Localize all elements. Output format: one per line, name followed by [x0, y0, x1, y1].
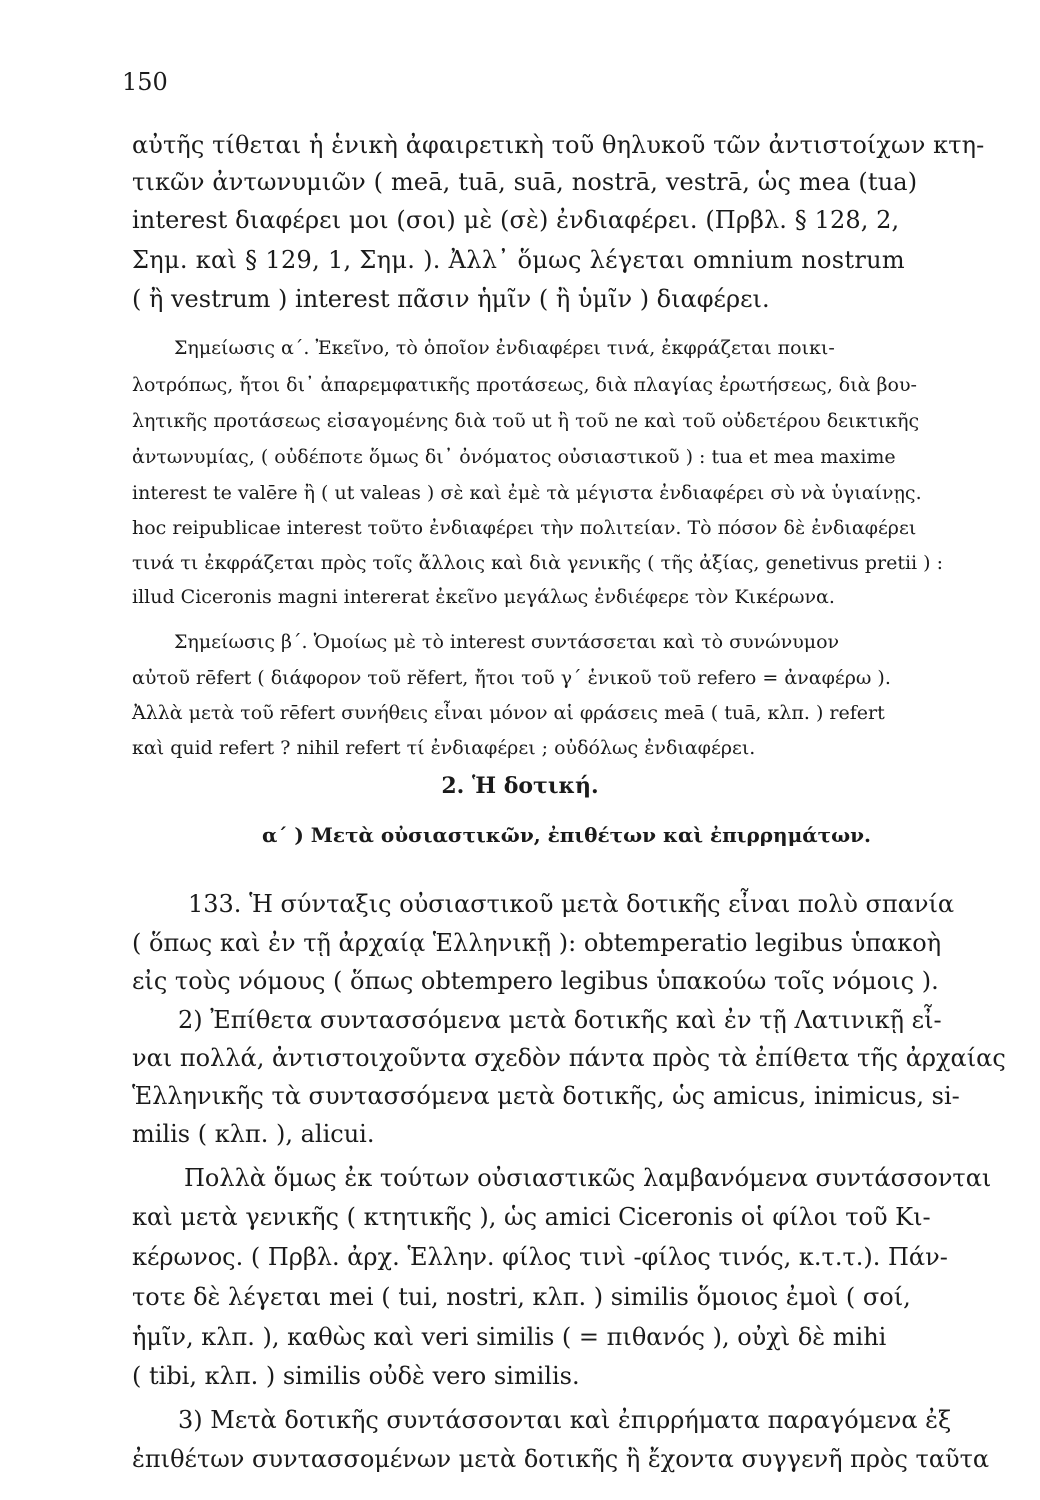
text-line-4: Σημ. καὶ § 129, 1, Σημ. ). Ἀλλ᾽ ὅμως λέγεται omnium nostrum [132, 246, 905, 274]
text-line-9: ἀντωνυμίας, ( οὐδέποτε ὅμως δι᾽ ὀνόματος οὐσιαστικοῦ ) : tua et mea maxime [132, 446, 896, 468]
text-line-31: 3) Μετὰ δοτικῆς συντάσσονται καὶ ἐπιρρήματα παραγόμενα ἐξ [178, 1406, 952, 1434]
text-line-32: ἐπιθέτων συντασσομένων μετὰ δοτικῆς ἢ ἔχοντα συγγενῆ πρὸς ταῦτα [132, 1445, 990, 1473]
text-line-1: αὐτῆς τίθεται ἡ ἑνικὴ ἀφαιρετικὴ τοῦ θηλυκοῦ τῶν ἀντιστοίχων κτη- [132, 131, 985, 159]
text-line-2: τικῶν ἀντωνυμιῶν ( meā, tuā, suā, nostrā, vestrā, ὡς mea (tua) [132, 168, 918, 196]
text-line-14: Σημείωσις β΄. Ὁμοίως μὲ τὸ interest συντάσσεται καὶ τὸ συνώνυμον [174, 631, 840, 653]
text-line-27: κέρωνος. ( Πρβλ. ἀρχ. Ἑλλην. φίλος τινὶ -φίλος τινός, κ.τ.τ.). Πάν- [132, 1243, 948, 1271]
text-line-28: τοτε δὲ λέγεται mei ( tui, nostri, κλπ. ) similis ὅμοιος ἐμοὶ ( σοί, [132, 1283, 911, 1311]
text-line-7: λοτρόπως, ἤτοι δι᾽ ἀπαρεμφατικῆς προτάσεως, διὰ πλαγίας ἐρωτήσεως, διὰ βου- [132, 374, 917, 396]
text-line-26: καὶ μετὰ γενικῆς ( κτητικῆς ), ὡς amici Ciceronis οἱ φίλοι τοῦ Κι- [132, 1203, 931, 1231]
text-line-12: τινά τι ἐκφράζεται πρὸς τοῖς ἄλλοις καὶ διὰ γενικῆς ( τῆς ἀξίας, genetivus pretii ) : [132, 552, 944, 574]
text-line-13: illud Ciceronis magni intererat ἐκεῖνο μεγάλως ἐνδιέφερε τὸν Κικέρωνα. [132, 586, 835, 608]
text-line-8: λητικῆς προτάσεως εἰσαγομένης διὰ τοῦ ut ἢ τοῦ ne καὶ τοῦ οὐδετέρου δεικτικῆς [132, 410, 920, 432]
text-line-3: interest διαφέρει μοι (σοι) μὲ (σὲ) ἐνδιαφέρει. (Πρβλ. § 128, 2, [132, 206, 900, 234]
text-line-19: ( ὅπως καὶ ἐν τῇ ἀρχαίᾳ Ἑλληνικῇ ): obtemperatio legibus ὑπακοὴ [132, 929, 942, 957]
text-line-5: ( ἢ vestrum ) interest πᾶσιν ἡμῖν ( ἢ ὑμῖν ) διαφέρει. [132, 285, 770, 313]
text-line-23: Ἑλληνικῆς τὰ συντασσόμενα μετὰ δοτικῆς, ὡς amicus, inimicus, si- [132, 1082, 960, 1110]
text-line-22: ναι πολλά, ἀντιστοιχοῦντα σχεδὸν πάντα πρὸς τὰ ἐπίθετα τῆς ἀρχαίας [132, 1044, 1006, 1072]
text-line-10: interest te valēre ἢ ( ut valeas ) σὲ καὶ ἐμὲ τὰ μέγιστα ἐνδιαφέρει σὺ νὰ ὑγιαίνῃς. [132, 482, 922, 504]
text-line-20: εἰς τοὺς νόμους ( ὅπως obtempero legibus ὑπακούω τοῖς νόμοις ). [132, 967, 939, 995]
text-line-17: καὶ quid refert ? nihil refert τί ἐνδιαφέρει ; οὐδόλως ἐνδιαφέρει. [132, 737, 756, 759]
text-line-6: Σημείωσις α΄. Ἐκεῖνο, τὸ ὁποῖον ἐνδιαφέρει τινά, ἐκφράζεται ποικι- [174, 337, 835, 359]
subsection-heading: α΄ ) Μετὰ οὐσιαστικῶν, ἐπιθέτων καὶ ἐπιρρημάτων. [262, 823, 871, 847]
text-line-21: 2) Ἐπίθετα συντασσόμενα μετὰ δοτικῆς καὶ ἐν τῇ Λατινικῇ εἶ- [178, 1006, 942, 1034]
text-line-15: αὐτοῦ rēfert ( διάφορον τοῦ rĕfert, ἤτοι τοῦ γ΄ ἑνικοῦ τοῦ refero = ἀναφέρω ). [132, 667, 891, 689]
text-line-11: hoc reipublicae interest τοῦτο ἐνδιαφέρει τὴν πολιτείαν. Τὸ πόσον δὲ ἐνδιαφέρει [132, 517, 917, 539]
text-line-25: Πολλὰ ὅμως ἐκ τούτων οὐσιαστικῶς λαμβανόμενα συντάσσονται [184, 1164, 992, 1192]
text-line-29: ἡμῖν, κλπ. ), καθὼς καὶ veri similis ( = πιθανός ), οὐχὶ δὲ mihi [132, 1323, 887, 1351]
text-line-18: 133. Ἡ σύνταξις οὐσιαστικοῦ μετὰ δοτικῆς εἶναι πολὺ σπανία [188, 890, 955, 918]
section-heading: 2. Ἡ δοτική. [441, 773, 599, 799]
page-number: 150 [122, 68, 168, 96]
text-line-24: milis ( κλπ. ), alicui. [132, 1120, 375, 1148]
text-line-30: ( tibi, κλπ. ) similis οὐδὲ vero similis. [132, 1362, 580, 1390]
text-line-16: Ἀλλὰ μετὰ τοῦ rēfert συνήθεις εἶναι μόνον αἱ φράσεις meā ( tuā, κλπ. ) refert [132, 702, 885, 724]
